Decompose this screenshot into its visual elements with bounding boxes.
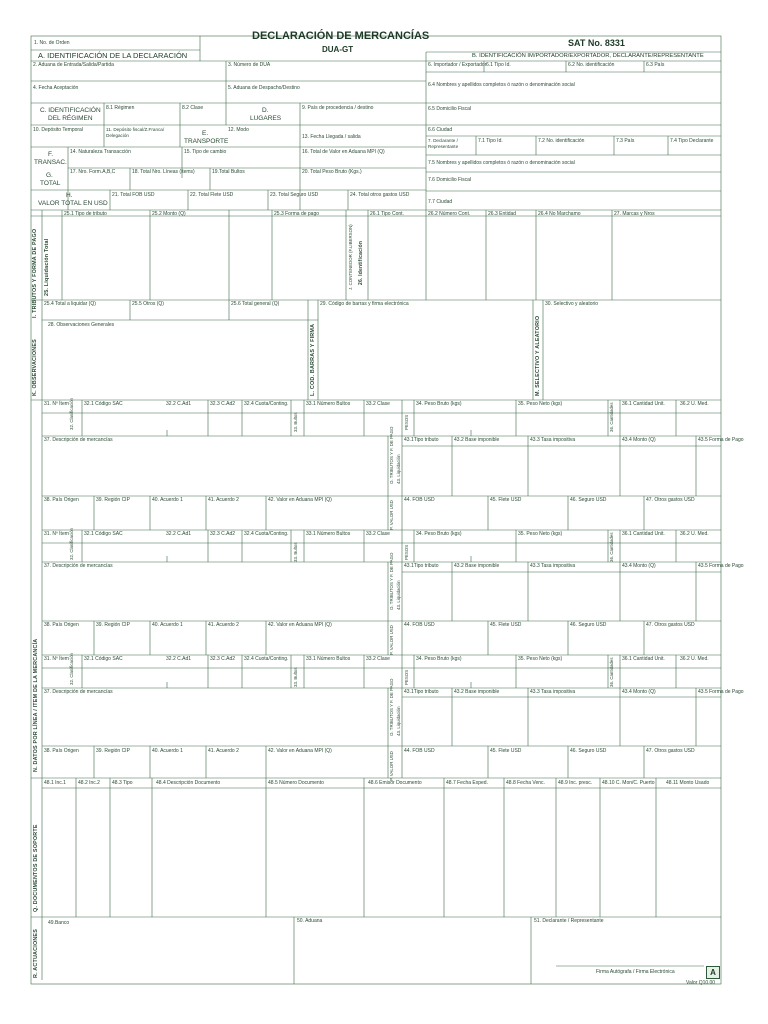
section-m-title: M. SELECTIVO Y ALEATORIO	[535, 315, 541, 396]
tax-amount-label: 43.4 Monto (Q)	[622, 689, 656, 695]
origin-country-label: 38. País Origen	[44, 497, 79, 503]
section-f-title-2: TRANSAC.	[34, 159, 67, 166]
quota-label: 32.4 Cuota/Conting.	[244, 531, 289, 537]
payment-form-label: 43.5 Forma de Pago	[698, 437, 744, 443]
section-d-title-2: LUGARES	[250, 115, 282, 122]
package-count-label: 33.1 Número Bultos	[306, 656, 351, 662]
section-a-title: A. IDENTIFICACIÓN DE LA DECLARACIÓN	[38, 51, 188, 60]
net-weight-label: 35. Peso Neto (kgs)	[518, 656, 563, 662]
value-usd-label: P. VALOR USD	[389, 625, 394, 655]
liquidation-label: 43. Liquidación	[396, 454, 401, 484]
item-number-label: 31. Nº Ítem	[44, 656, 69, 662]
item-number-label: 31. Nº Ítem	[44, 531, 69, 537]
field-10-label: 10. Depósito Temporal	[33, 127, 83, 133]
field-7-7-label: 7.7 Ciudad	[428, 199, 453, 205]
goods-description-label: 37. Descripción de mercancías	[44, 689, 113, 695]
agreement-1-label: 40. Acuerdo 1	[152, 497, 183, 503]
tributes-label: O. TRIBUTOS Y F. DE PAGO	[389, 678, 394, 736]
field-17-label: 17. Nro. Form.A,B,C	[70, 169, 116, 175]
cip-region-label: 39. Región CIP	[96, 622, 130, 628]
section-h-title-2: VALOR TOTAL EN USD	[38, 200, 108, 207]
field-25-5-label: 25.5 Otros (Q)	[132, 301, 164, 307]
weights-label: PESOS	[404, 669, 409, 685]
net-weight-label: 35. Peso Neto (kgs)	[518, 401, 563, 407]
section-e-title-1: E.	[202, 130, 209, 137]
fob-label: 44. FOB USD	[404, 622, 435, 628]
item-number-label: 31. Nº Ítem	[44, 401, 69, 407]
package-count-label: 33.1 Número Bultos	[306, 401, 351, 407]
field-24-label: 24. Total otros gastos USD	[350, 192, 410, 198]
c-ad1-label: 32.2 C.Ad1	[166, 401, 192, 407]
field-22-label: 22. Total Flete USD	[190, 192, 234, 198]
doc-col-48-7: 48.7 Fecha Exped.	[446, 780, 488, 786]
field-28-label: 28. Observaciones Generales	[48, 322, 115, 328]
field-49-label: 49.Banco	[48, 920, 70, 926]
form-price: Valor Q10.00	[686, 980, 716, 986]
field-6-5-label: 6.5 Domicilio Fiscal	[428, 106, 472, 112]
field-7-4-label: 7.4 Tipo Declarante	[670, 138, 714, 144]
field-26-4-label: 26.4 No Marchamo	[538, 211, 581, 217]
unit-quantity-label: 36.1 Cantidad Unit.	[622, 531, 665, 537]
doc-col-48-1: 48.1 Inc.1	[44, 780, 66, 786]
field-26-label: 26. Identificación	[358, 240, 364, 285]
gross-weight-label: 34. Peso Bruto (kgs)	[416, 531, 462, 537]
tributes-label: O. TRIBUTOS Y F. DE PAGO	[389, 552, 394, 610]
field-26-2-label: 26.2 Número Cont.	[428, 211, 471, 217]
tax-amount-label: 43.4 Monto (Q)	[622, 437, 656, 443]
section-q-title: Q. DOCUMENTOS DE SOPORTE	[33, 824, 39, 912]
origin-country-label: 38. País Origen	[44, 748, 79, 754]
quota-label: 32.4 Cuota/Conting.	[244, 401, 289, 407]
customs-value-label: 42. Valor en Aduana MPI (Q)	[268, 748, 332, 754]
goods-description-label: 37. Descripción de mercancías	[44, 437, 113, 443]
doc-col-48-5: 48.5 Número Documento	[268, 780, 324, 786]
field-23-label: 23. Total Seguro USD	[270, 192, 319, 198]
section-h-title-1: H.	[66, 192, 73, 199]
value-usd-label: P. VALOR USD	[389, 500, 394, 530]
c-ad2-label: 32.3 C.Ad2	[210, 401, 236, 407]
field-12-label: 12. Modo	[228, 127, 249, 133]
field-2-label: 2. Aduana de Entrada/Salida/Partida	[33, 62, 114, 68]
form-title: DECLARACIÓN DE MERCANCÍAS	[252, 30, 430, 42]
unit-quantity-label: 36.1 Cantidad Unit.	[622, 401, 665, 407]
doc-col-48-10: 48.10 C. Mon/C. Puerto	[602, 780, 655, 786]
sac-code-label: 32.1 Código SAC	[84, 531, 123, 537]
field-25-2-label: 25.2 Monto (Q)	[152, 211, 186, 217]
doc-col-48-6: 48.6 Emisor Documento	[368, 780, 422, 786]
section-l-title: L. COD. BARRAS Y FIRMA	[310, 323, 316, 396]
other-costs-label: 47. Otros gastos USD	[646, 748, 695, 754]
field-14-label: 14. Naturaleza Transacción	[70, 149, 131, 155]
field-6-label: 6. Importador / Exportador	[428, 62, 487, 68]
field-5-label: 5. Aduana de Despacho/Destino	[228, 85, 300, 91]
agreement-1-label: 40. Acuerdo 1	[152, 622, 183, 628]
classification-label: 32. Clasificación	[69, 653, 74, 685]
unit-measure-label: 36.2 U. Med.	[680, 531, 709, 537]
tax-rate-label: 43.3 Tasa impositiva	[530, 437, 576, 443]
section-b-title: B. IDENTIFICACIÓN IM/PORTADOR/EXPORTADOR, DECLARANTE/REPRESENTANTE	[472, 53, 704, 59]
field-50-label: 50. Aduana	[297, 918, 323, 924]
field-6-1-label: 6.1 Tipo Id.	[486, 62, 511, 68]
section-j-title: J. CONTENEDOR (F.LIBERSON)	[348, 224, 353, 290]
freight-label: 45. Flete USD	[490, 748, 522, 754]
field-25-1-label: 25.1 Tipo de tributo	[64, 211, 107, 217]
classification-label: 32. Clasificación	[69, 398, 74, 430]
doc-col-48-4: 48.4 Descripción Documento	[156, 780, 221, 786]
field-4-label: 4. Fecha Aceptación	[33, 85, 79, 91]
section-r-title: R. ACTUACIONES	[33, 928, 39, 978]
field-51-label: 51. Declarante / Representante	[534, 918, 604, 924]
field-20-label: 20. Total Peso Bruto (Kgs.)	[302, 169, 362, 175]
gross-weight-label: 34. Peso Bruto (kgs)	[416, 401, 462, 407]
sac-code-label: 32.1 Código SAC	[84, 401, 123, 407]
field-9-label: 9. País de procedencia / destino	[302, 105, 374, 111]
agreement-1-label: 40. Acuerdo 1	[152, 748, 183, 754]
section-c-title-2: DEL RÉGIMEN	[48, 115, 93, 122]
other-costs-label: 47. Otros gastos USD	[646, 622, 695, 628]
field-26-1-label: 26.1 Tipo Cont.	[370, 211, 404, 217]
tax-base-label: 43.2 Base imponible	[454, 437, 500, 443]
field-6-4-label: 6.4 Nombres y apellidos completos ó razón o denominación social	[428, 82, 575, 88]
field-30-label: 30. Selectivo y aleatorio	[545, 301, 599, 307]
tax-rate-label: 43.3 Tasa impositiva	[530, 689, 576, 695]
gross-weight-label: 34. Peso Bruto (kgs)	[416, 656, 462, 662]
field-7-2-label: 7.2 No. identificación	[538, 138, 585, 144]
tax-base-label: 43.2 Base imponible	[454, 689, 500, 695]
value-usd-label: P. VALOR USD	[389, 751, 394, 781]
field-6-3-label: 6.3 País	[646, 62, 665, 68]
section-f-title-1: F.	[48, 151, 54, 158]
field-26-3-label: 26.3 Entidad	[488, 211, 517, 217]
field-29-label: 29. Código de barras y firma electrónica	[320, 301, 409, 307]
form-subtitle: DUA-GT	[322, 45, 354, 54]
order-number-label: 1. No. de Orden	[34, 40, 70, 46]
package-class-label: 33.2 Clase	[366, 656, 390, 662]
section-g-title-1: G.	[46, 172, 53, 179]
doc-col-48-9: 48.9 Inc. presc.	[558, 780, 593, 786]
quantities-label: 36. Cantidades	[609, 532, 614, 562]
section-k-title: K. OBSERVACIONES	[32, 339, 38, 396]
section-c-title-1: C. IDENTIFICACIÓN	[40, 107, 101, 114]
c-ad2-label: 32.3 C.Ad2	[210, 531, 236, 537]
cip-region-label: 39. Región CIP	[96, 748, 130, 754]
customs-value-label: 42. Valor en Aduana MPI (Q)	[268, 497, 332, 503]
fob-label: 44. FOB USD	[404, 497, 435, 503]
field-7-3-label: 7.3 País	[616, 138, 635, 144]
weights-label: PESOS	[404, 544, 409, 560]
sat-number: SAT No. 8331	[568, 38, 625, 48]
agreement-2-label: 41. Acuerdo 2	[208, 497, 239, 503]
packages-label: 33. Bultos	[293, 542, 298, 562]
tax-amount-label: 43.4 Monto (Q)	[622, 563, 656, 569]
c-ad1-label: 32.2 C.Ad1	[166, 656, 192, 662]
field-8-2-label: 8.2 Clase	[182, 105, 204, 111]
section-d-title-1: D.	[262, 107, 269, 114]
liquidation-label: 43. Liquidación	[396, 706, 401, 736]
c-ad2-label: 32.3 C.Ad2	[210, 656, 236, 662]
agreement-2-label: 41. Acuerdo 2	[208, 622, 239, 628]
quota-label: 32.4 Cuota/Conting.	[244, 656, 289, 662]
field-27-label: 27. Marcas y Nros	[614, 211, 655, 217]
field-18-label: 18. Total Nro. Líneas (items)	[132, 169, 195, 175]
field-8-1-label: 8.1 Régimen	[106, 105, 135, 111]
doc-col-48-2: 48.2 Inc.2	[78, 780, 100, 786]
section-e-title-2: TRANSPORTE	[184, 138, 229, 145]
c-ad1-label: 32.2 C.Ad1	[166, 531, 192, 537]
package-count-label: 33.1 Número Bultos	[306, 531, 351, 537]
unit-measure-label: 36.2 U. Med.	[680, 401, 709, 407]
tax-type-label: 43.1Tipo tributo	[404, 437, 439, 443]
classification-label: 32. Clasificación	[69, 528, 74, 560]
freight-label: 45. Flete USD	[490, 497, 522, 503]
field-7-label: 7. Declarante / Representante	[428, 138, 459, 149]
field-25-4-label: 25.4 Total a liquidar (Q)	[44, 301, 96, 307]
goods-description-label: 37. Descripción de mercancías	[44, 563, 113, 569]
doc-col-48-8: 48.8 Fecha Venc.	[506, 780, 545, 786]
unit-quantity-label: 36.1 Cantidad Unit.	[622, 656, 665, 662]
freight-label: 45. Flete USD	[490, 622, 522, 628]
tax-type-label: 43.1Tipo tributo	[404, 563, 439, 569]
agreement-2-label: 41. Acuerdo 2	[208, 748, 239, 754]
insurance-label: 46. Seguro USD	[570, 497, 607, 503]
customs-value-label: 42. Valor en Aduana MPI (Q)	[268, 622, 332, 628]
quantities-label: 36. Cantidades	[609, 402, 614, 432]
packages-label: 33. Bultos	[293, 667, 298, 687]
cip-region-label: 39. Región CIP	[96, 497, 130, 503]
field-21-label: 21. Total FOB USD	[112, 192, 155, 198]
net-weight-label: 35. Peso Neto (kgs)	[518, 531, 563, 537]
package-class-label: 33.2 Clase	[366, 531, 390, 537]
field-19-label: 19.Total Bultos	[212, 169, 245, 175]
field-15-label: 15. Tipo de cambio	[184, 149, 227, 155]
doc-col-48-3: 48.3 Tipo	[112, 780, 133, 786]
field-7-5-label: 7.5 Nombres y apellidos completos ó razón o denominación social	[428, 160, 575, 166]
field-13-label: 13. Fecha Llegada / salida	[302, 134, 361, 140]
tax-type-label: 43.1Tipo tributo	[404, 689, 439, 695]
payment-form-label: 43.5 Forma de Pago	[698, 563, 744, 569]
field-16-label: 16. Total de Valor en Aduana MPI (Q)	[302, 149, 385, 155]
field-7-1-label: 7.1 Tipo Id.	[478, 138, 503, 144]
insurance-label: 46. Seguro USD	[570, 748, 607, 754]
field-25-liquidation-label: 25. Liquidación Total	[44, 238, 50, 296]
tributes-label: O. TRIBUTOS Y F. DE PAGO	[389, 426, 394, 484]
unit-measure-label: 36.2 U. Med.	[680, 656, 709, 662]
quantities-label: 36. Cantidades	[609, 657, 614, 687]
origin-country-label: 38. País Origen	[44, 622, 79, 628]
packages-label: 33. Bultos	[293, 412, 298, 432]
section-n-title: N. DATOS POR LÍNEA / ITEM DE LA MERCANCÍA	[33, 638, 39, 772]
tax-rate-label: 43.3 Tasa impositiva	[530, 563, 576, 569]
other-costs-label: 47. Otros gastos USD	[646, 497, 695, 503]
field-25-6-label: 25.6 Total general (Q)	[231, 301, 280, 307]
sac-code-label: 32.1 Código SAC	[84, 656, 123, 662]
section-i-title: I. TRIBUTOS Y FORMA DE PAGO	[32, 228, 38, 318]
insurance-label: 46. Seguro USD	[570, 622, 607, 628]
field-11-label: 11. Depósito fiscal/Z.Franca/ Delegación	[106, 127, 165, 138]
field-6-6-label: 6.6 Ciudad	[428, 127, 453, 133]
field-6-2-label: 6.2 No. identificación	[568, 62, 615, 68]
field-7-6-label: 7.6 Domicilio Fiscal	[428, 177, 472, 183]
tax-base-label: 43.2 Base imponible	[454, 563, 500, 569]
package-class-label: 33.2 Clase	[366, 401, 390, 407]
weights-label: PESOS	[404, 414, 409, 430]
field-3-label: 3. Número de DUA	[228, 62, 271, 68]
doc-col-48-11: 48.11 Monto Usado	[666, 780, 710, 786]
field-25-3-label: 25.3 Forma de pago	[274, 211, 320, 217]
liquidation-label: 43. Liquidación	[396, 580, 401, 610]
fob-label: 44. FOB USD	[404, 748, 435, 754]
section-g-title-2: TOTAL	[40, 180, 61, 187]
signature-caption: Firma Autógrafa / Firma Electrónica	[596, 969, 675, 975]
copy-letter-badge: A	[706, 966, 720, 979]
payment-form-label: 43.5 Forma de Pago	[698, 689, 744, 695]
